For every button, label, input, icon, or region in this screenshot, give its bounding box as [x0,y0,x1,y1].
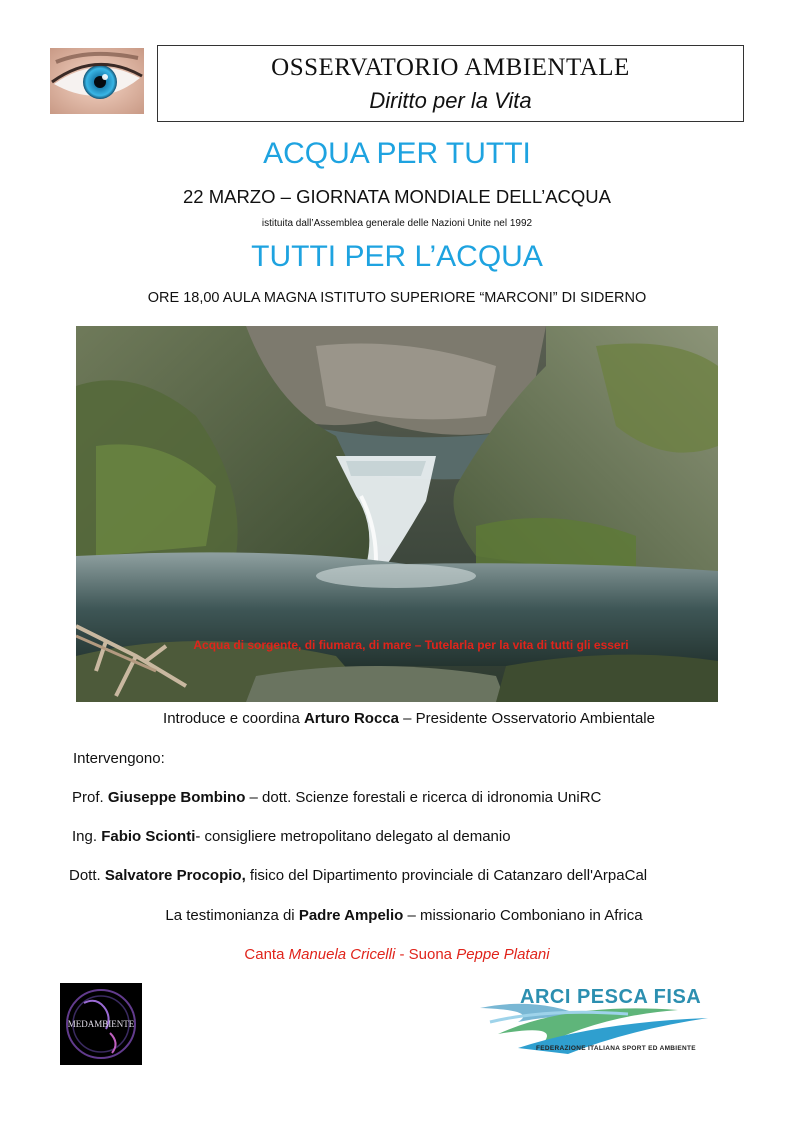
speaker-name: Giuseppe Bombino [107,789,246,806]
speaker-line [69,867,647,884]
speaker-title: La testimonianza di [165,907,299,924]
music-canta: Canta [244,946,289,963]
intro-prefix: Introduce e coordina [163,710,304,727]
speaker-role: – dott. Scienze forestali e ricerca di idronomia UniRC [245,789,602,806]
speaker-name: Padre Ampelio [298,907,404,924]
eye-photo-icon [50,48,144,114]
singer-name: Manuela Cricelli [288,946,396,963]
speakers-heading: Intervengono: [73,750,165,767]
speaker-line [72,789,601,806]
speaker-line [72,828,511,845]
speaker-title: Dott. [69,867,105,884]
speaker-role: - consigliere metropolitano delegato al demanio [195,828,511,845]
music-line [0,946,794,963]
medambiente-text: MEDAMBIENTE [67,1019,135,1029]
intro-line [0,710,794,727]
org-title: OSSERVATORIO AMBIENTALE [271,54,630,81]
photo-caption: Acqua di sorgente, di fiumara, di mare – Tutelarla per la vita di tutti gli esseri [193,638,629,652]
speaker-title: Ing. [72,828,102,845]
intro-suffix: – Presidente Osservatorio Ambientale [399,710,655,727]
speaker-name: Salvatore Procopio, [104,867,246,884]
event-title-1: ACQUA PER TUTTI [263,137,531,170]
arci-name: ARCI PESCA FISA [520,986,702,1008]
event-title-2: TUTTI PER L’ACQUA [251,240,543,273]
org-subtitle: Diritto per la Vita [369,88,532,113]
speaker-title: Prof. [72,789,108,806]
intro-name: Arturo Rocca [303,710,399,727]
testimony-line [0,907,794,924]
header-box [157,45,744,122]
arci-subtitle: FEDERAZIONE ITALIANA SPORT ED AMBIENTE [536,1045,696,1052]
music-suona: - Suona [395,946,457,963]
speaker-name: Fabio Scionti [101,828,196,845]
event-instituted-note: istituita dall’Assemblea generale delle Nazioni Unite nel 1992 [261,218,533,229]
arci-pesca-logo [478,978,738,1063]
event-date: 22 MARZO – GIORNATA MONDIALE DELL’ACQUA [182,186,611,207]
speaker-role: – missionario Comboniano in Africa [403,907,643,924]
eye-logo [50,48,144,114]
medambiente-logo [60,983,142,1065]
event-venue: ORE 18,00 AULA MAGNA ISTITUTO SUPERIORE “MARCONI” DI SIDERNO [147,290,647,306]
player-name: Peppe Platani [456,946,550,963]
speaker-role: fisico del Dipartimento provinciale di Catanzaro dell'ArpaCal [245,867,648,884]
medambiente-emblem-icon [60,983,142,1065]
